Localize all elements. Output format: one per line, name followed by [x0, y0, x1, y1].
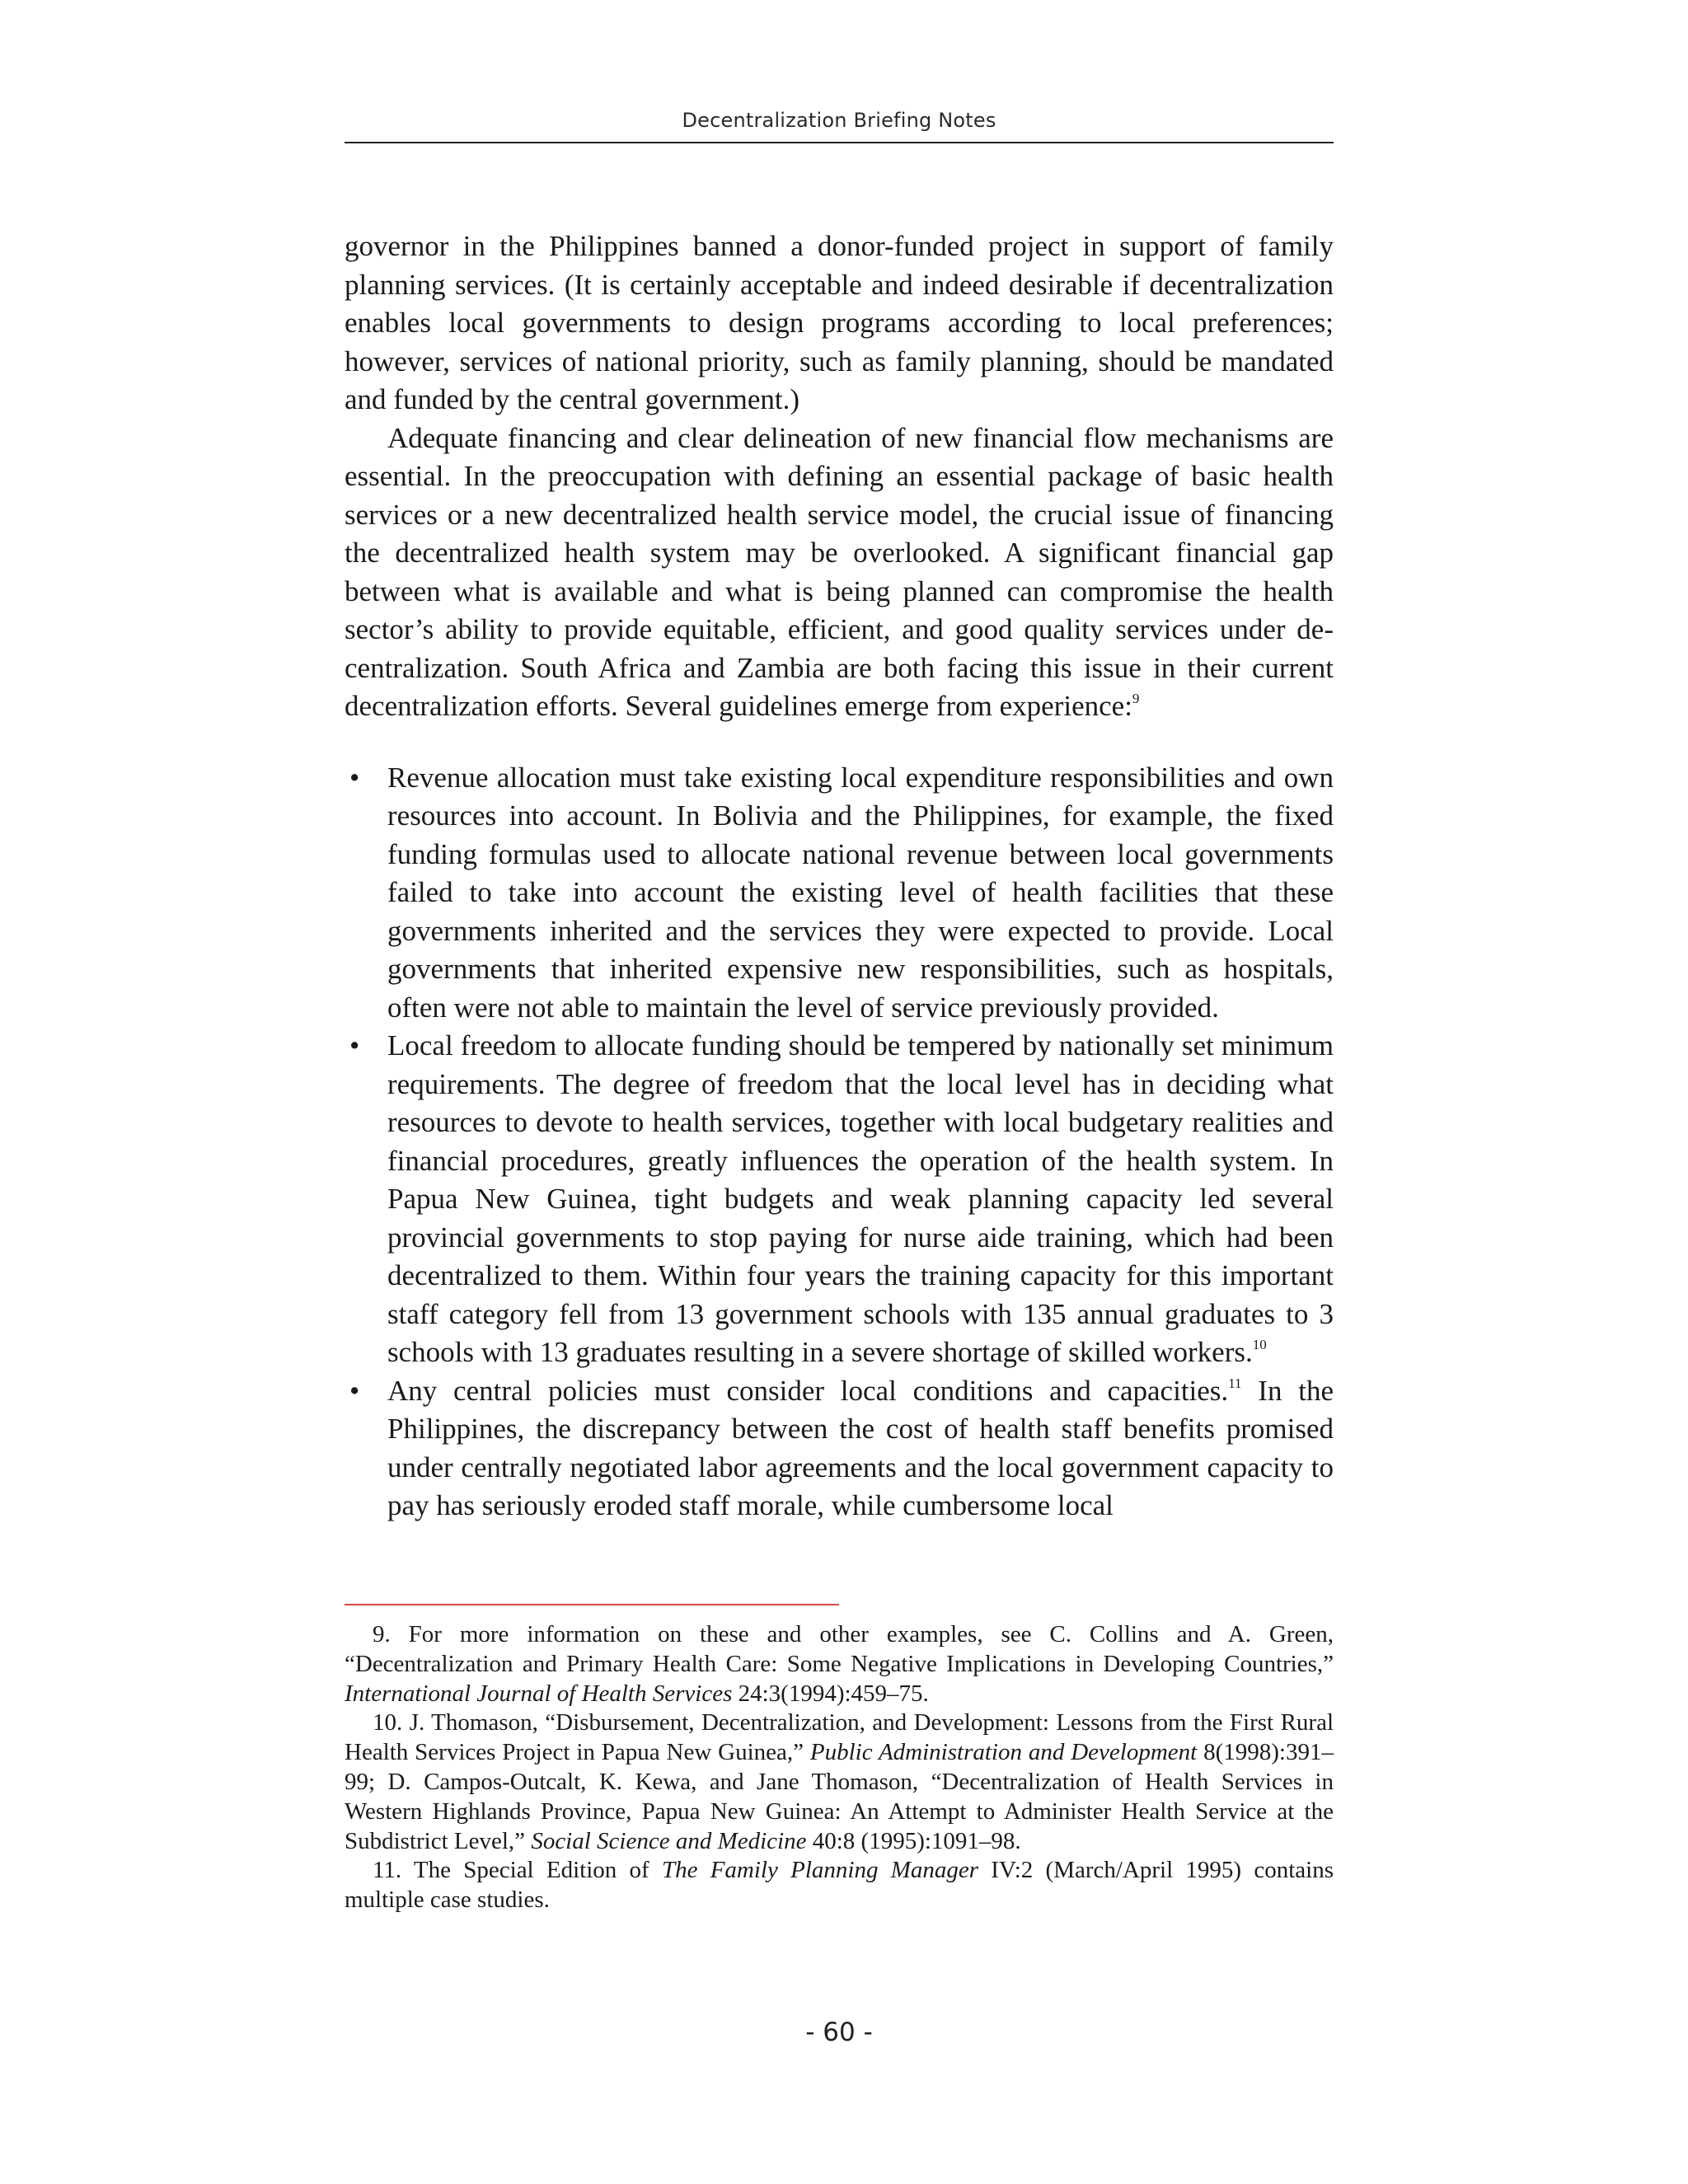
footnote-10: [345, 1708, 1334, 1856]
footnote-text: 10. J. Thomason, “Disbursement, Decentralization, and Development: Lessons from the First Rural Health Services Project in Papua New Guinea,”: [345, 1709, 1334, 1766]
list-item: [345, 1027, 1334, 1372]
list-item-text: Revenue allocation must take existing local expenditure responsibilities and own resources into account. In Bolivia and the Philippines, for example, the fixed funding formulas used to allocate national revenue between local governments failed to take into account the existing level of health facilities that these governments inherited and the services they were expected to provide. Local governments that inherited expensive new responsibilities, such as hospitals, often were not able to maintain the level of service previously provided.: [387, 761, 1334, 1024]
footnote-ref-9[interactable]: 9: [1132, 691, 1140, 707]
list-item-text: Local freedom to allocate funding should be tempered by nationally set minimum requirements. The degree of freedom that the local level has in deciding what resources to devote to health services, together with local budgetary realities and financial procedures, greatly influences the operation of the health system. In Papua New Guinea, tight budgets and weak planning capacity led several provincial governments to stop paying for nurse aide training, which had been decentralized to them. Within four years the training capacity for this important staff category fell from 13 government schools with 135 annual graduates to 3 schools with 13 graduates resulting in a severe shortage of skilled workers.: [387, 1029, 1334, 1368]
paragraph-continuation: [345, 227, 1334, 419]
footnote-text: 8(1998):391–99; D. Campos-Outcalt, K. Kewa, and Jane Thomason, “Decentralization of Health Services in Western Highlands Province, Papua New Guinea: An Attempt to Administer Health Service at the Subdistrict Level,”: [345, 1739, 1334, 1854]
footnote-text: 9. For more information on these and other examples, see C. Collins and A. Green, “Decentralization and Primary Health Care: Some Negative Implications in Developing Countries,”: [345, 1621, 1334, 1677]
journal-title: International Journal of Health Services: [345, 1680, 733, 1707]
running-header: Decentralization Briefing Notes: [682, 109, 996, 132]
paragraph-text: Adequate financing and clear delineation of new financial flow mechanisms are essential. In the preoccupation with defining an essential package of basic health services or a new decentralized health service model, the crucial issue of financing the decentralized health system may be overlooked. A significant financial gap between what is available and what is being planned can compromise the health sector’s ability to provide equitable, efficient, and good quality services under decentralization. South Africa and Zambia are both facing this issue in their current decentralization efforts. Several guidelines emerge from experience:: [345, 421, 1334, 722]
footnote-text: 24:3(1994):459–75.: [732, 1680, 929, 1707]
bullet-icon: •: [349, 1374, 360, 1407]
footnotes: [345, 1620, 1334, 1915]
footnote-ref-10[interactable]: 10: [1252, 1337, 1267, 1353]
footnote-11: [345, 1856, 1334, 1915]
footnote-rule: [345, 1604, 839, 1605]
list-item-text: Any central policies must consider local conditions and capacities.: [387, 1374, 1229, 1407]
list-item-text: In the Philippines, the discrepancy between the cost of health staff benefits promised under centrally negotiated labor agreements and the local government capacity to pay has seriously eroded staff morale, while cumbersome local: [387, 1374, 1334, 1521]
footnote-text: 40:8 (1995):1091–98.: [806, 1827, 1021, 1854]
list-item: [345, 1372, 1334, 1526]
guidelines-list: [345, 759, 1334, 1526]
main-text: [345, 227, 1334, 1526]
journal-title: Social Science and Medicine: [531, 1827, 807, 1854]
header-rule: [345, 142, 1334, 143]
bullet-icon: •: [349, 1029, 360, 1062]
footnote-9: [345, 1620, 1334, 1708]
page-number: - 60 -: [805, 2018, 873, 2047]
bullet-icon: •: [349, 761, 360, 794]
journal-title: The Family Planning Manager: [661, 1857, 979, 1884]
footnote-text: 11. The Special Edition of: [373, 1857, 662, 1884]
journal-title: Public Administration and Development: [809, 1739, 1198, 1766]
paragraph-financing: [345, 419, 1334, 726]
footnote-ref-11[interactable]: 11: [1228, 1375, 1242, 1391]
list-item: [345, 759, 1334, 1028]
paragraph-text: governor in the Philippines banned a donor-funded project in support of family planning services. (It is certainly acceptable and indeed desirable if decentralization enables local governments to design programs according to local preferences; however, services of national priority, such as family planning, should be mandated and funded by the central government.): [345, 230, 1334, 415]
footnote-text: IV:2 (March/April 1995) contains multiple case studies.: [345, 1857, 1334, 1914]
